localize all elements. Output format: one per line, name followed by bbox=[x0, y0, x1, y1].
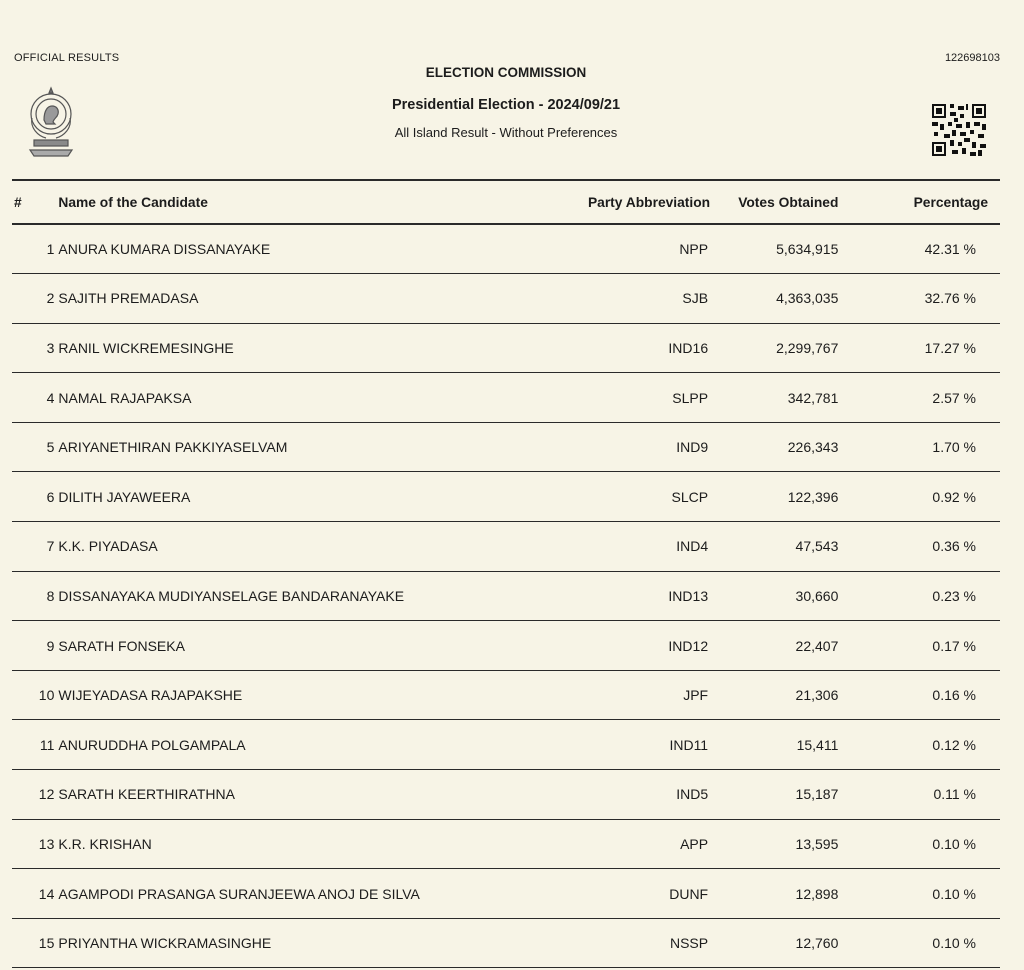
results-table-body bbox=[12, 224, 1000, 968]
result-subtitle: All Island Result - Without Preferences bbox=[394, 125, 618, 140]
commission-title: ELECTION COMMISSION bbox=[425, 65, 587, 80]
national-emblem-icon bbox=[24, 84, 78, 158]
vote-percentage: 17.27 % bbox=[924, 339, 976, 356]
table-row bbox=[12, 621, 1000, 671]
candidate-number: 7 bbox=[46, 538, 55, 555]
table-row bbox=[12, 720, 1000, 770]
table-row bbox=[12, 819, 1000, 869]
candidate-name: AGAMPODI PRASANGA SURANJEEWA ANOJ DE SILVA bbox=[58, 885, 420, 902]
official-results-label: OFFICIAL RESULTS bbox=[14, 52, 120, 64]
votes-obtained: 12,898 bbox=[795, 885, 839, 902]
election-title: Presidential Election - 2024/09/21 bbox=[391, 97, 621, 113]
column-header-candidate-name: Name of the Candidate bbox=[58, 194, 208, 210]
candidate-number: 6 bbox=[46, 488, 55, 505]
candidate-name: ARIYANETHIRAN PAKKIYASELVAM bbox=[58, 439, 288, 456]
column-header-number: # bbox=[14, 194, 22, 210]
party-abbreviation: SLPP bbox=[672, 389, 709, 406]
table-row bbox=[12, 670, 1000, 720]
table-row bbox=[12, 770, 1000, 820]
table-row bbox=[12, 274, 1000, 324]
table-row bbox=[12, 472, 1000, 522]
candidate-number: 9 bbox=[46, 637, 55, 654]
party-abbreviation: SLCP bbox=[671, 488, 709, 505]
vote-percentage: 0.10 % bbox=[932, 885, 976, 902]
votes-obtained: 30,660 bbox=[795, 587, 839, 604]
document-header bbox=[0, 0, 1024, 178]
candidate-name: ANURUDDHA POLGAMPALA bbox=[58, 736, 246, 753]
party-abbreviation: IND5 bbox=[676, 786, 709, 803]
candidate-name: K.K. PIYADASA bbox=[58, 538, 158, 555]
candidate-number: 4 bbox=[46, 389, 55, 406]
vote-percentage: 0.16 % bbox=[932, 687, 976, 704]
vote-percentage: 0.17 % bbox=[932, 637, 976, 654]
party-abbreviation: IND12 bbox=[668, 637, 709, 654]
candidate-name: DISSANAYAKA MUDIYANSELAGE BANDARANAYAKE bbox=[58, 587, 405, 604]
votes-obtained: 22,407 bbox=[795, 637, 839, 654]
column-header-party: Party Abbreviation bbox=[587, 194, 711, 210]
votes-obtained: 15,187 bbox=[795, 786, 839, 803]
candidate-number: 5 bbox=[46, 439, 55, 456]
candidate-number: 15 bbox=[38, 935, 55, 952]
vote-percentage: 1.70 % bbox=[932, 439, 976, 456]
vote-percentage: 2.57 % bbox=[932, 389, 976, 406]
candidate-name: WIJEYADASA RAJAPAKSHE bbox=[58, 687, 243, 704]
candidate-number: 3 bbox=[46, 339, 55, 356]
party-abbreviation: NPP bbox=[679, 241, 709, 258]
party-abbreviation: JPF bbox=[683, 687, 709, 704]
candidate-name: SAJITH PREMADASA bbox=[58, 290, 199, 307]
votes-obtained: 4,363,035 bbox=[776, 290, 839, 307]
votes-obtained: 122,396 bbox=[787, 488, 839, 505]
candidate-name: NAMAL RAJAPAKSA bbox=[58, 389, 192, 406]
table-row bbox=[12, 422, 1000, 472]
candidate-number: 2 bbox=[46, 290, 55, 307]
vote-percentage: 32.76 % bbox=[924, 290, 976, 307]
table-header-row bbox=[12, 180, 1000, 224]
results-table bbox=[12, 179, 1000, 968]
table-row bbox=[12, 522, 1000, 572]
vote-percentage: 0.92 % bbox=[932, 488, 976, 505]
table-row bbox=[12, 571, 1000, 621]
party-abbreviation: IND16 bbox=[668, 339, 709, 356]
party-abbreviation: DUNF bbox=[669, 885, 709, 902]
candidate-name: SARATH KEERTHIRATHNA bbox=[58, 786, 235, 803]
column-header-percentage: Percentage bbox=[913, 194, 988, 210]
table-row bbox=[12, 918, 1000, 968]
table-row bbox=[12, 869, 1000, 919]
votes-obtained: 2,299,767 bbox=[776, 339, 839, 356]
candidate-name: SARATH FONSEKA bbox=[58, 637, 185, 654]
vote-percentage: 0.10 % bbox=[932, 935, 976, 952]
party-abbreviation: IND13 bbox=[668, 587, 709, 604]
candidate-number: 14 bbox=[38, 885, 55, 902]
party-abbreviation: SJB bbox=[682, 290, 709, 307]
party-abbreviation: IND4 bbox=[676, 538, 709, 555]
votes-obtained: 12,760 bbox=[795, 935, 839, 952]
vote-percentage: 42.31 % bbox=[924, 241, 976, 258]
vote-percentage: 0.11 % bbox=[933, 786, 976, 803]
votes-obtained: 342,781 bbox=[787, 389, 839, 406]
candidate-number: 1 bbox=[46, 241, 55, 258]
candidate-number: 12 bbox=[38, 786, 55, 803]
vote-percentage: 0.36 % bbox=[932, 538, 976, 555]
column-header-votes: Votes Obtained bbox=[738, 194, 839, 210]
table-row bbox=[12, 323, 1000, 373]
votes-obtained: 21,306 bbox=[795, 687, 839, 704]
votes-obtained: 226,343 bbox=[787, 439, 839, 456]
candidate-number: 13 bbox=[38, 835, 55, 852]
candidate-name: RANIL WICKREMESINGHE bbox=[58, 339, 234, 356]
party-abbreviation: APP bbox=[680, 835, 709, 852]
vote-percentage: 0.12 % bbox=[932, 736, 976, 753]
votes-obtained: 47,543 bbox=[795, 538, 839, 555]
table-row bbox=[12, 373, 1000, 423]
party-abbreviation: IND9 bbox=[676, 439, 709, 456]
candidate-name: PRIYANTHA WICKRAMASINGHE bbox=[58, 935, 272, 952]
candidate-number: 11 bbox=[39, 736, 55, 753]
votes-obtained: 15,411 bbox=[796, 736, 839, 753]
candidate-name: DILITH JAYAWEERA bbox=[58, 488, 191, 505]
vote-percentage: 0.10 % bbox=[932, 835, 976, 852]
party-abbreviation: NSSP bbox=[669, 935, 709, 952]
votes-obtained: 13,595 bbox=[795, 835, 839, 852]
vote-percentage: 0.23 % bbox=[932, 587, 976, 604]
candidate-name: K.R. KRISHAN bbox=[58, 835, 152, 852]
votes-obtained: 5,634,915 bbox=[776, 241, 839, 258]
party-abbreviation: IND11 bbox=[669, 736, 709, 753]
reference-number: 122698103 bbox=[944, 52, 1000, 64]
candidate-number: 8 bbox=[46, 587, 55, 604]
table-row bbox=[12, 224, 1000, 274]
qr-code-icon bbox=[932, 104, 986, 156]
candidate-number: 10 bbox=[38, 687, 55, 704]
candidate-name: ANURA KUMARA DISSANAYAKE bbox=[58, 241, 271, 258]
